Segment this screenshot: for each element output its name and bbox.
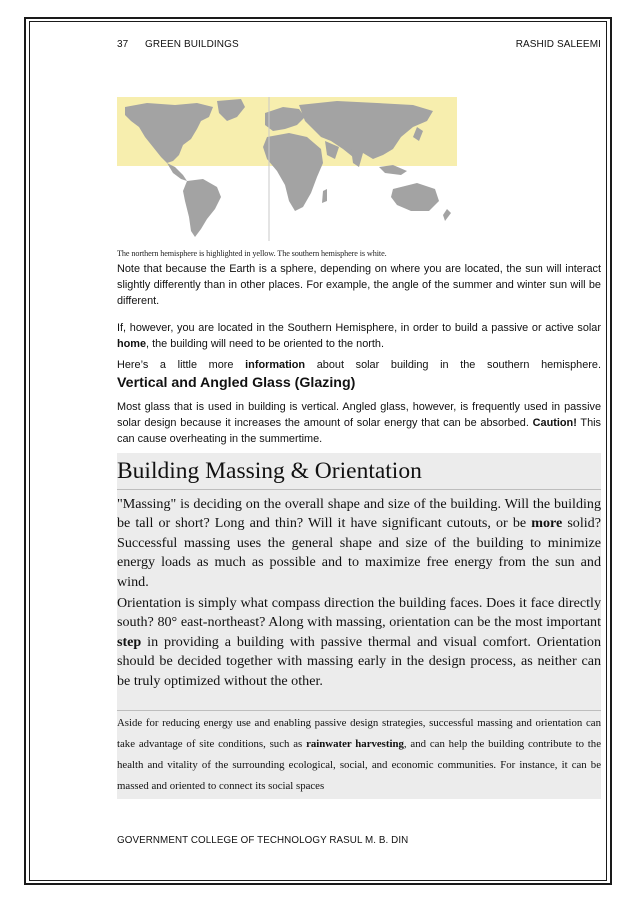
- page-number: 37: [117, 39, 129, 50]
- paragraph-orientation: Orientation is simply what compass direction the building faces. Does it face directly south? 80° east-northeast? Along with massing, orientation can be the most important step in providing a building with passive thermal and visual comfort. Orientation should be decided together with massing early in the design process, as neither can be truly optimized without the other.: [117, 595, 601, 689]
- paragraph-southern-hemisphere: If, however, you are located in the Southern Hemisphere, in order to build a passive or active solar home, the building will need to be oriented to the north.: [117, 322, 601, 350]
- heading-glazing: Vertical and Angled Glass (Glazing): [117, 375, 356, 391]
- hemisphere-map: [117, 97, 457, 241]
- caution-label: Caution!: [532, 417, 577, 429]
- section-divider: [117, 710, 601, 711]
- paragraph-sun-angle: Note that because the Earth is a sphere, depending on where you are located, the sun will interact slightly differently than in other places. For example, the angle of the summer and winter sun will be different.: [117, 263, 601, 307]
- figure-caption: The northern hemisphere is highlighted in yellow. The southern hemisphere is white.: [117, 249, 387, 258]
- page-footer: GOVERNMENT COLLEGE OF TECHNOLOGY RASUL M. B. DIN: [117, 835, 409, 846]
- header-author: RASHID SALEEMI: [515, 39, 601, 50]
- paragraph-site-conditions: Aside for reducing energy use and enabling passive design strategies, successful massing and orientation can take advantage of site conditions, such as rainwater harvesting, and can help the building contribute to the health and vitality of the surrounding ecological, social, and economic communities. For instance, it can be massed and oriented to connect its social spaces: [117, 717, 601, 792]
- heading-massing-orientation: Building Massing & Orientation: [117, 458, 422, 484]
- paragraph-more-information: Here’s a little more information about solar building in the southern hemisphere.: [117, 359, 601, 371]
- link-information[interactable]: information: [245, 359, 306, 371]
- link-rainwater-harvesting[interactable]: rainwater harvesting: [306, 738, 404, 750]
- section-divider: [117, 489, 601, 490]
- paragraph-massing: "Massing" is deciding on the overall shape and size of the building. Will the building be tall or short? Long and thin? Will it have significant cutouts, or be more solid? Successful massing uses the general shape and size of the building to minimize energy loads as much as possible and to maximize free energy from the sun and wind.: [117, 496, 601, 590]
- header-title: GREEN BUILDINGS: [145, 39, 239, 50]
- link-more[interactable]: more: [531, 515, 563, 532]
- link-home[interactable]: home: [117, 338, 147, 350]
- link-step[interactable]: step: [117, 633, 142, 650]
- paragraph-glazing: Most glass that is used in building is vertical. Angled glass, however, is frequently used in passive solar design because it increases the amount of solar energy that can be absorbed. Caution! This can cause overheating in the summertime.: [117, 401, 601, 445]
- world-map-graphic: [117, 97, 457, 241]
